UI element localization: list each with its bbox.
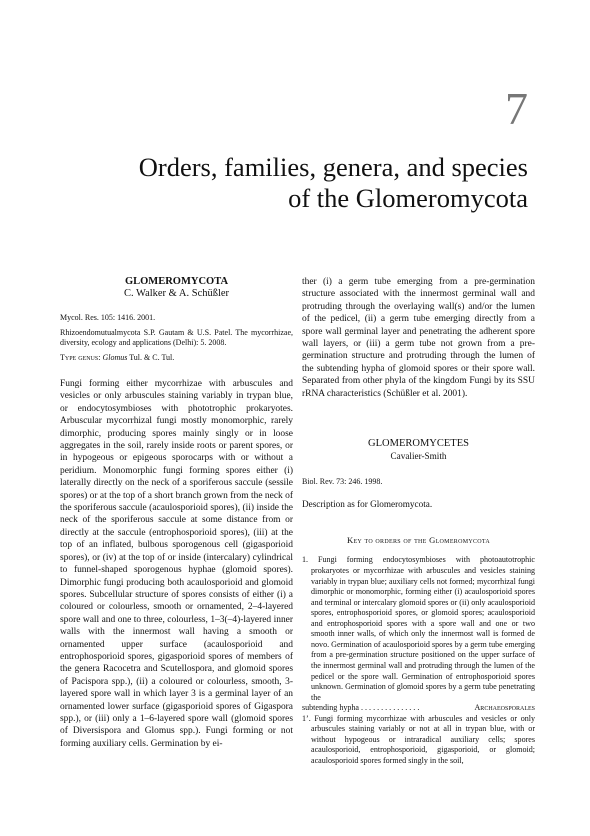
reference-block bbox=[60, 313, 293, 364]
class-reference bbox=[302, 477, 535, 488]
section-body: Fungi forming either mycorrhizae with arbuscules and vesicles or only arbuscules staining variably in trypan blue, or endocytosymbioses with phototrophic prokaryotes. Arbuscular mycorrhizal fungi mostly monomorphic, rarely dimorphic, producing spores mainly singly or in loose aggregates in the soil, rarely inside roots or parent spores, or in hypogeous or epigeous sporocarps with or without a peridium. Monomorphic fungi forming spores either (i) laterally directly on the neck of a sporiferous saccule (sessile spores) or at the top of a short branch grown from the neck of the sporiferous saccule (acaulosporioid spores), (ii) inside the neck of the sporiferous saccule at some distance from or directly at the saccule (entrophosporioid spores), (iii) at the top of an inflated, bulbous sporogenous cell (gigasporioid spores), or (iv) at the top of or inside (intercalary) cylindrical to funnel-shaped sporogenous hyphae (glomoid spores). Dimorphic fungi producing both acaulosporioid and glomoid spores. Subcellular structure of spores consists of either (i) a coloured or colourless, smooth or ornamented, 2–4-layered spore wall and one to three, colourless, 1–3(–4)-layered inner walls with the innermost wall having a smooth or ornamented upper surface (acaulosporioid and entrophosporioid spores, gigasporioid spores of members of the genera Racocetra and Scutellospora, and glomoid spores of Pacispora spp.), (ii) a coloured or colourless, smooth, 3-layered spore wall in which layer 3 is a germinal layer of an ornamented lower surface (gigasporioid spores of Gigaspora spp.), or (iii) only a 1–6-layered spore wall (glomoid spores of Diversispora and Glomus spp.). Fungi forming or not forming auxiliary cells. Germination by ei- bbox=[60, 379, 293, 749]
reference-3: Biol. Rev. 73: 246. 1998. bbox=[302, 476, 383, 486]
section-heading: GLOMEROMYCOTA bbox=[124, 276, 229, 287]
type-genus bbox=[60, 353, 293, 364]
key-list bbox=[302, 555, 535, 766]
chapter-number: 7 bbox=[505, 83, 528, 134]
key-heading: Key to orders of the Glomeromycota bbox=[346, 535, 491, 546]
chapter-title-line1: Orders, families, genera, and species bbox=[138, 152, 528, 182]
reference-2: Rhizoendomutualmycota S.P. Gautam & U.S. Patel. The mycorrhizae, diversity, ecology and applications (Delhi): 5. 2008. bbox=[60, 327, 293, 348]
class-description: Description as for Glomeromycota. bbox=[302, 498, 433, 509]
type-genus-authority: Tul. & C. Tul. bbox=[129, 353, 175, 363]
key-item-1-end bbox=[302, 703, 535, 714]
key-item-2 bbox=[302, 714, 535, 767]
type-genus-name: Glomus bbox=[102, 353, 128, 363]
body-continued: ther (i) a germ tube emerging from a pre-germination structure associated with the innermost germinal wall and protruding through the overlaying wall(s) and/or the lumen of the pedicel, (ii) a germ tube emerging directly from a spore wall germinal layer and penetrating the adherent spore wall layers, or (iii) a germ tube not grown from a pre-germination structure and protruding through the lumen of the subtending hypha of glomoid spores or their spore wall. Separated from other phyla of the kingdom Fungi by its SSU rRNA characteristics (Schüßler et al. 2001). bbox=[302, 277, 535, 399]
key-item-1-leader: subtending hypha . . . . . . . . . . . . . . . bbox=[302, 703, 420, 713]
key-item-1-text: 1. Fungi forming endocytosymbioses with photoautotrophic prokaryotes or mycorrhizae with arbuscules and vesicles staining variably in trypan blue; auxiliary cells not formed; mycorrhizal fungi dimorphic or monomorphic, forming either (i) acaulosporioid spores and terminal or intercalary glomoid spores or (ii) only acaulosporioid spores, entrophosporioid spores, or glomoid spores; acaulosporioid and entrophosporioid spores with a spore wall and one or two smooth inner walls, of which only the innermost wall is formed de novo. Germination of acaulosporioid spores by a germ tube emerging from a pre-germination structure positioned on the upper surface of the innermost germinal wall and protruding through the lumen of the pedicel or the spore wall. Germination of entrophosporioid spores unknown. Germination of glomoid spores by a germ tube penetrating the bbox=[302, 555, 535, 702]
key-item-2-text: 1’. Fungi forming mycorrhizae with arbuscules and vesicles or only arbuscules staining variably or not at all in trypan blue, with or without hypogeous or intraradical auxiliary cells; spores acaulosporioid, entrophosporioid, gigasporioid, or glomoid; acaulosporioid spores formed singly in the soil, bbox=[302, 713, 535, 765]
class-heading: GLOMEROMYCETES bbox=[368, 438, 469, 450]
key-item-1 bbox=[302, 555, 535, 703]
class-authors: Cavalier-Smith bbox=[390, 451, 447, 462]
chapter-title bbox=[88, 152, 528, 214]
chapter-title-line2: of the Glomeromycota bbox=[288, 183, 528, 213]
reference-1: Mycol. Res. 105: 1416. 2001. bbox=[60, 312, 156, 322]
left-column bbox=[60, 276, 293, 750]
right-column bbox=[302, 276, 535, 766]
key-item-1-result: Archaeosporales bbox=[474, 703, 535, 713]
type-genus-label: Type genus: bbox=[60, 353, 101, 363]
section-authors: C. Walker & A. Schüßler bbox=[123, 288, 230, 300]
